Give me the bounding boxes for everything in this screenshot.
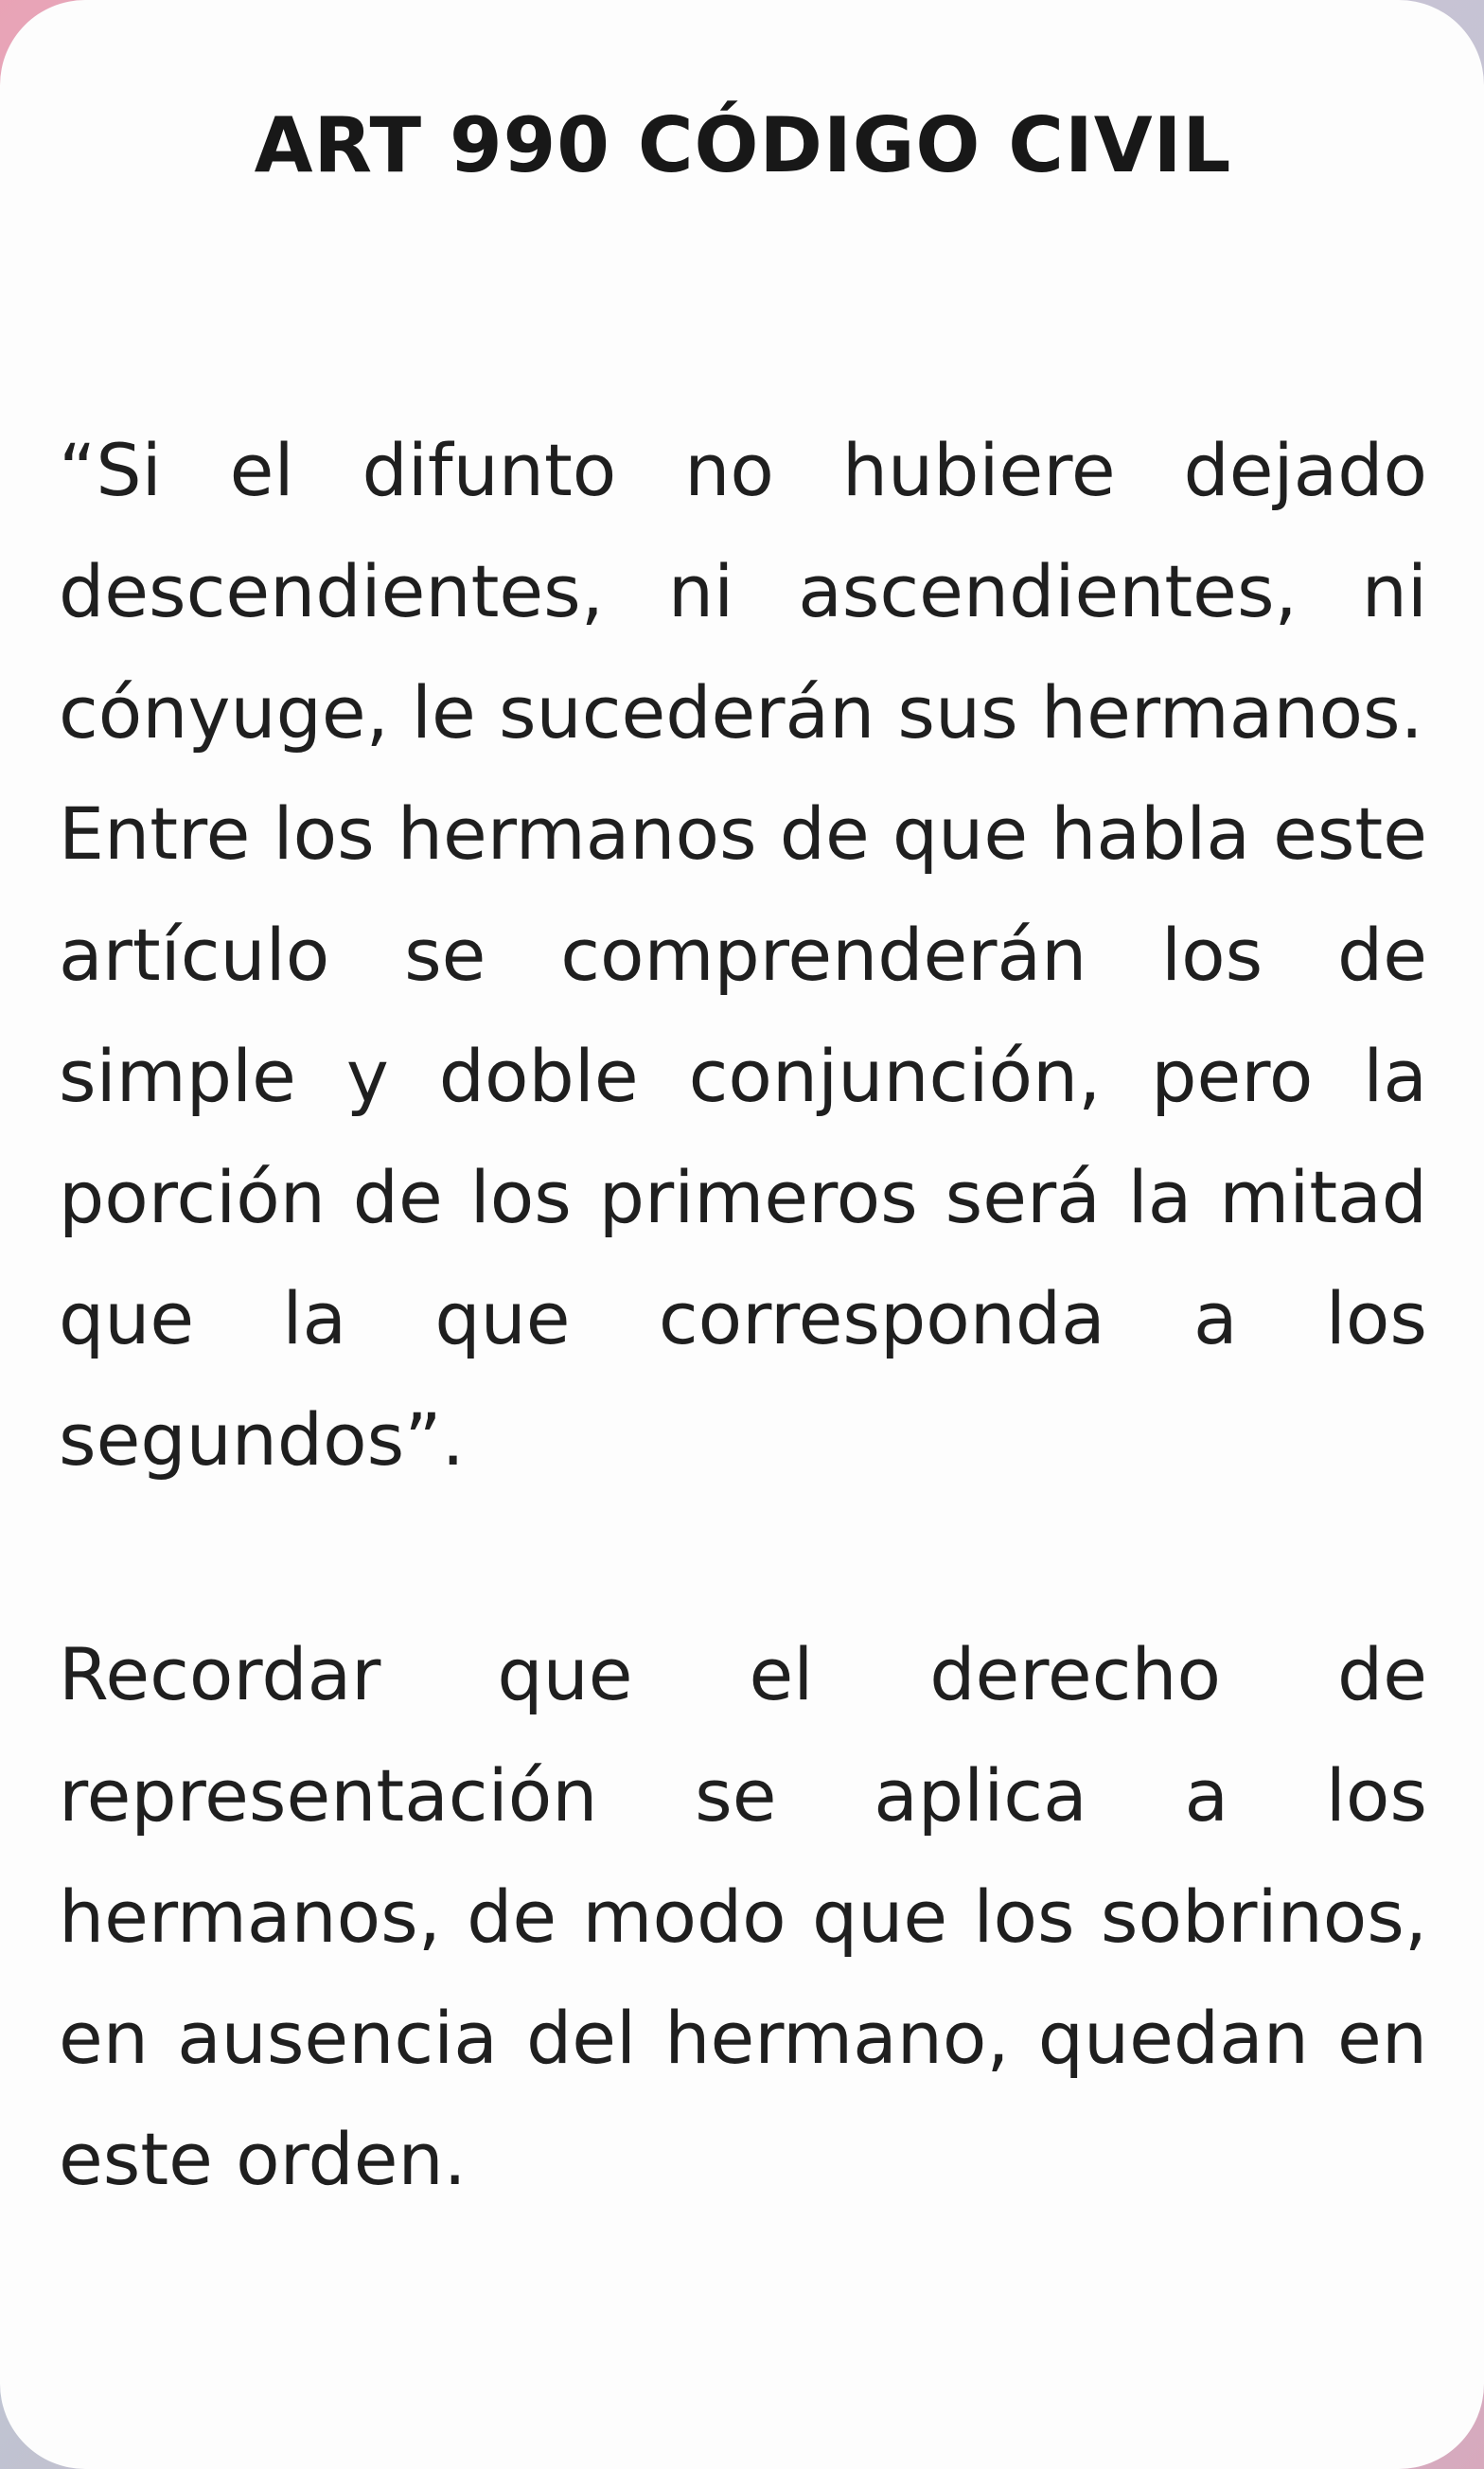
article-paragraph-2: Entre los hermanos de que habla este artículo se comprenderán los de simple y doble conjunción, pero la porción de los primeros será la mitad que la que corresponda a los segundos”.	[59, 791, 1427, 1482]
article-paragraph-1: “Si el difunto no hubiere dejado descendientes, ni ascendientes, ni cónyuge, le sucederán sus hermanos.	[59, 428, 1427, 755]
note-paragraph: Recordar que el derecho de representación se aplica a los hermanos, de modo que los sobrinos, en ausencia del hermano, quedan en este orden.	[59, 1632, 1427, 2201]
document-title: ART 990 CÓDIGO CIVIL	[254, 101, 1232, 189]
